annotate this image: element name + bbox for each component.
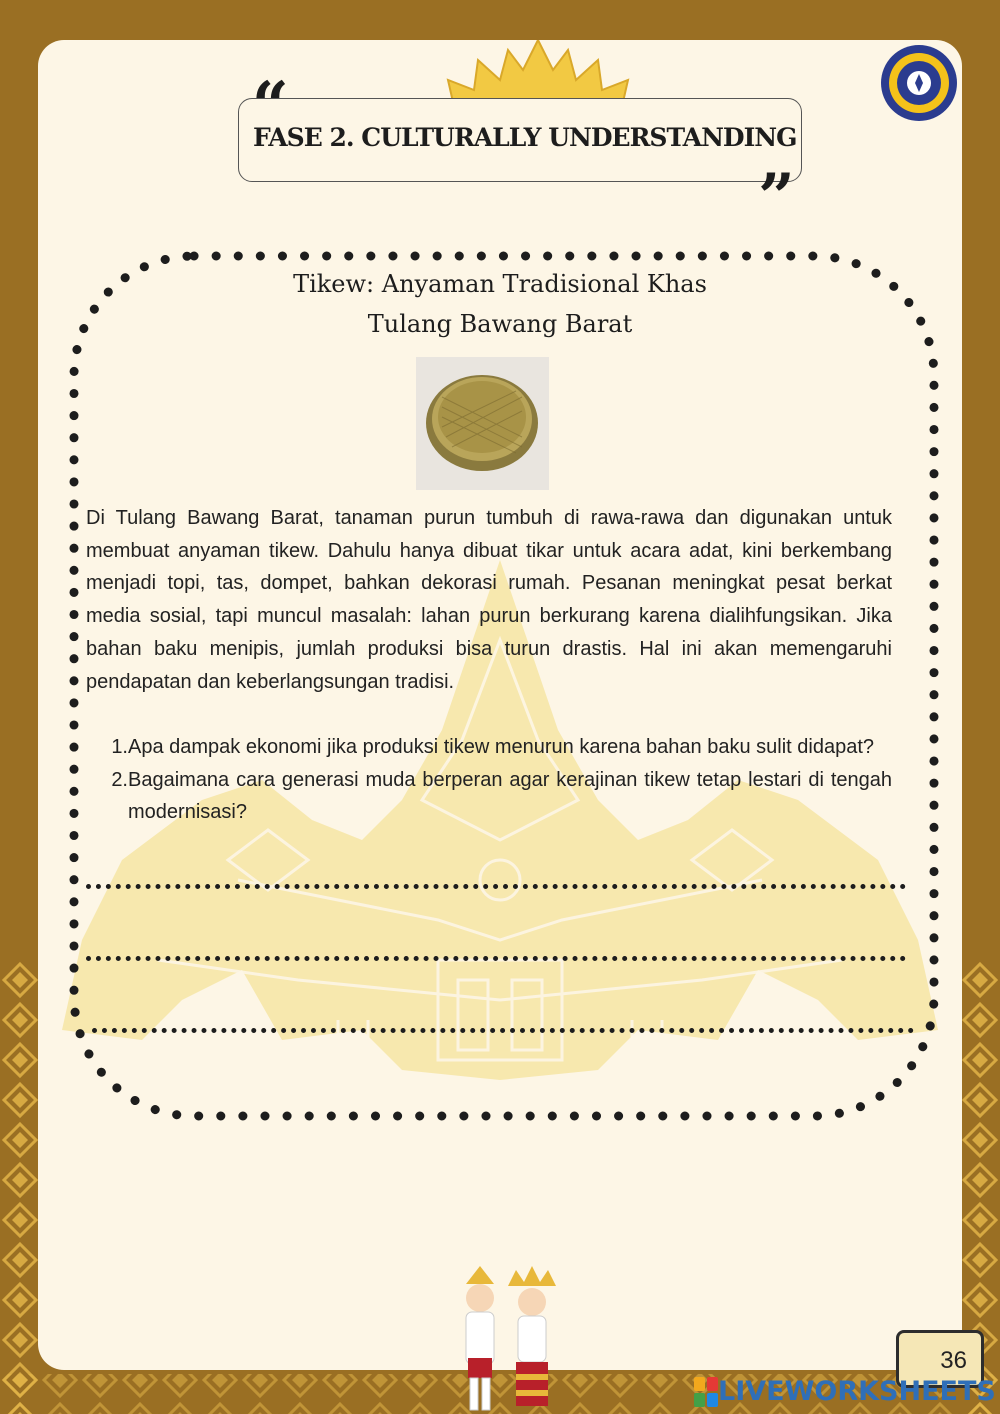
article-paragraph: Di Tulang Bawang Barat, tanaman purun tumbuh di rawa-rawa dan digunakan untuk membuat anyaman tikew. Dahulu hanya dibuat tikar untuk acara adat, kini berkembang menjadi topi, tas, dompet, bahkan dekorasi rumah. Pesanan meningkat pesat berkat media sosial, tapi muncul masalah: lahan purun berkurang karena dialihfungsikan. Jika bahan baku menipis, jumlah produksi bisa turun drastis. Hal ini akan memengaruhi pendapatan dan keberlangsungan tradisi. <box>86 507 892 693</box>
liveworksheets-brand[interactable] <box>694 1376 996 1407</box>
article-heading-line2: Tulang Bawang Barat <box>367 310 633 338</box>
phase-title-box <box>238 98 802 182</box>
question-item <box>86 731 892 764</box>
page-number: 36 <box>940 1347 967 1374</box>
question-text: Bagaimana cara generasi muda berperan agar kerajinan tikew tetap lestari di tengah modernisasi? <box>128 768 892 824</box>
answer-line[interactable] <box>86 956 906 961</box>
university-seal-logo <box>878 42 960 124</box>
worksheet-page <box>38 40 962 1370</box>
question-text: Apa dampak ekonomi jika produksi tikew menurun karena bahan baku sulit didapat? <box>128 736 875 758</box>
close-quote-mark: ” <box>758 160 795 235</box>
question-list <box>86 731 892 829</box>
answer-line[interactable] <box>86 884 906 889</box>
question-number: 2. <box>111 768 128 791</box>
traditional-couple-illustration <box>446 1262 574 1414</box>
phase-title: FASE 2. CULTURALLY UNDERSTANDING <box>253 123 797 152</box>
liveworksheets-logo-icon <box>694 1377 718 1407</box>
question-item <box>86 764 892 829</box>
answer-line[interactable] <box>92 1028 914 1033</box>
tikew-basket-image <box>416 357 549 490</box>
article-heading-line1: Tikew: Anyaman Tradisional Khas <box>293 270 707 298</box>
open-quote-mark: “ <box>252 68 289 143</box>
question-number: 1. <box>111 736 128 758</box>
liveworksheets-label: LIVEWORKSHEETS <box>718 1376 996 1407</box>
